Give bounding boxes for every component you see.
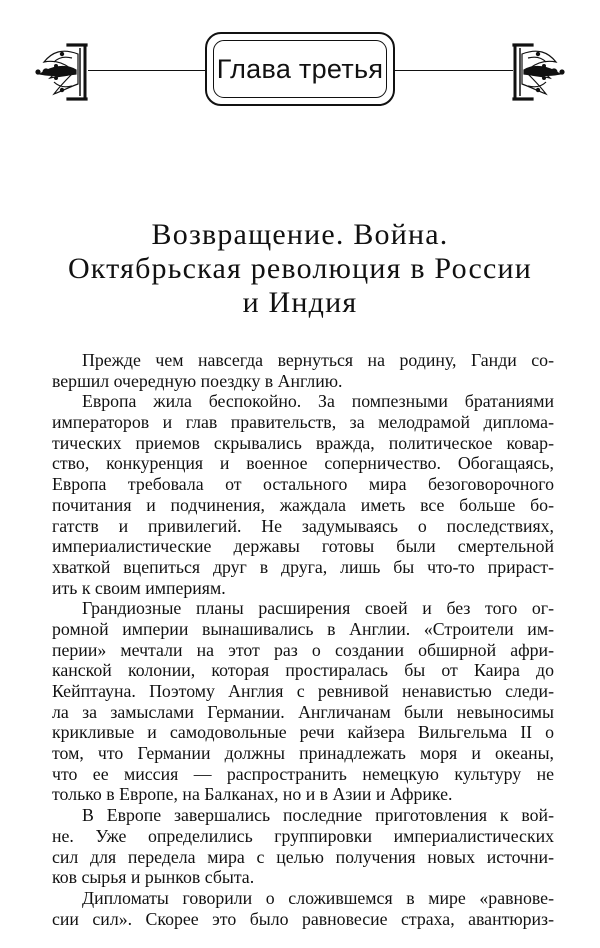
chapter-header (0, 32, 600, 116)
chapter-label: Глава третья (216, 53, 384, 84)
text-line: том, что Германии должны принадлежать моря и океаны, (52, 743, 554, 764)
text-line: Европа жила беспокойно. За помпезными братаниями (82, 391, 554, 412)
title-line: и Индия (242, 286, 358, 319)
text-line: гатств и привилегий. Не задумываясь о последствиях, (52, 515, 554, 536)
text-line: что ее миссия — распространить немецкую культуру не (52, 763, 554, 784)
left-ornament-icon (32, 40, 90, 104)
text-line: Грандиозные планы расширения своей и без того ог- (82, 598, 554, 619)
title-line: Возвращение. Война. (151, 218, 449, 251)
text-line: Прежде чем навсегда вернуться на родину, Ганди со- (82, 350, 554, 370)
text-line: перии» мечтали на этот раз о создании обширной афри- (52, 639, 554, 660)
header-rule-right (395, 70, 513, 71)
text-line: вершил очередную поездку в Англию. (52, 370, 343, 391)
text-line: сии сил». Скорее это было равновесие страха, авантюриз- (52, 908, 554, 929)
text-line: канской колонии, которая простиралась бы от Каира до (52, 660, 554, 681)
text-line: империалистические державы готовы были смертельной (52, 536, 554, 557)
text-line: Европа требовала от остального мира безоговорочного (52, 474, 554, 495)
text-line: императоров и глав правительств, за мелодрамой диплома- (52, 412, 554, 433)
text-line: сил для передела мира с целью получения новых источни- (52, 846, 554, 867)
text-line: ков сырья и рынков сбыта. (52, 867, 255, 888)
text-line: хваткой вцепиться друг в друга, лишь бы что-то прираст- (52, 556, 554, 577)
text-line: ла за замыслами Германии. Англичанам были невыносимы (52, 701, 554, 722)
section-title (40, 218, 560, 320)
text-line: только в Европе, на Балканах, но и в Азии и Африке. (52, 784, 453, 805)
text-line: тических приемов скрывались вражда, политическое ковар- (52, 432, 554, 453)
text-line: ромной империи вынашивались в Англии. «Строители им- (52, 618, 554, 639)
text-line: ство, конкуренция и военное соперничество. Обогащаясь, (52, 453, 554, 474)
text-line: не. Уже определились группировки империалистических (52, 825, 554, 846)
title-line: Октябрьская революция в России (67, 252, 533, 285)
text-line: почитания и подчинения, жаждала иметь все больше бо- (52, 494, 554, 515)
chapter-box (205, 32, 395, 106)
right-ornament-icon (510, 40, 568, 104)
text-line: В Европе завершались последние приготовления к вой- (82, 805, 554, 826)
text-line: крикливые и самодовольные речи кайзера Вильгельма II о (52, 722, 554, 743)
text-line: ить к своим империям. (52, 577, 226, 598)
text-line: Дипломаты говорили о сложившемся в мире «равнове- (82, 887, 554, 908)
text-line: Кейптауна. Поэтому Англия с ревнивой ненавистью следи- (52, 681, 554, 701)
body-text (52, 350, 554, 929)
header-rule-left (88, 70, 206, 71)
